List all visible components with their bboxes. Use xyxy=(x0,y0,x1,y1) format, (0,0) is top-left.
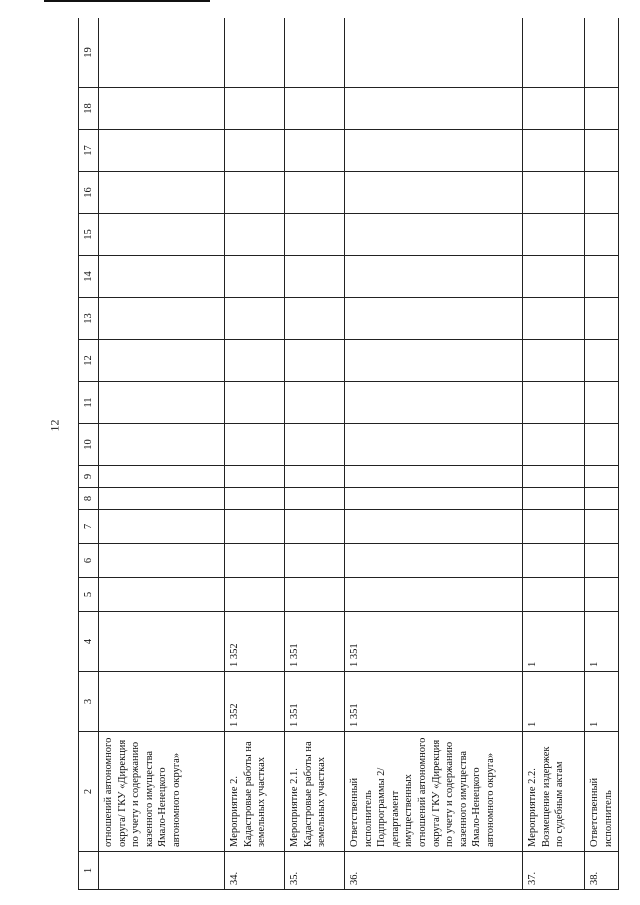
empty-cell xyxy=(99,488,225,510)
column-header-1: 1 xyxy=(79,852,99,890)
empty-cell xyxy=(585,88,619,130)
budget-table xyxy=(78,18,619,890)
empty-cell xyxy=(345,130,523,172)
empty-cell xyxy=(285,298,345,340)
empty-cell xyxy=(99,340,225,382)
column-header-17: 17 xyxy=(79,130,99,172)
empty-cell xyxy=(225,424,285,466)
empty-cell xyxy=(225,510,285,544)
header-row xyxy=(79,18,99,890)
value-col3-cell: 1 xyxy=(523,672,585,732)
empty-cell xyxy=(225,298,285,340)
top-rule xyxy=(44,0,210,2)
empty-cell xyxy=(99,130,225,172)
empty-cell xyxy=(345,298,523,340)
empty-cell xyxy=(345,214,523,256)
column-header-12: 12 xyxy=(79,340,99,382)
empty-cell xyxy=(345,510,523,544)
empty-cell xyxy=(585,544,619,578)
empty-cell xyxy=(345,488,523,510)
row-number-cell: 36. xyxy=(345,852,523,890)
empty-cell xyxy=(99,466,225,488)
empty-cell xyxy=(285,578,345,612)
empty-cell xyxy=(99,382,225,424)
empty-cell xyxy=(225,18,285,88)
table-row xyxy=(585,18,619,890)
empty-cell xyxy=(345,544,523,578)
empty-cell xyxy=(585,466,619,488)
row-number-cell: 34. xyxy=(225,852,285,890)
empty-cell xyxy=(345,578,523,612)
empty-cell xyxy=(285,214,345,256)
empty-cell xyxy=(523,382,585,424)
empty-cell xyxy=(225,466,285,488)
column-header-13: 13 xyxy=(79,298,99,340)
empty-cell xyxy=(285,382,345,424)
value-col3-cell: 1 xyxy=(585,672,619,732)
empty-cell xyxy=(585,214,619,256)
empty-cell xyxy=(585,256,619,298)
empty-cell xyxy=(523,130,585,172)
column-header-19: 19 xyxy=(79,18,99,88)
empty-cell xyxy=(523,214,585,256)
empty-cell xyxy=(523,488,585,510)
value-col3-cell: 1 352 xyxy=(225,672,285,732)
empty-cell xyxy=(285,466,345,488)
empty-cell xyxy=(523,466,585,488)
description-cell: Мероприятие 2.2. Возмещение издержек по судебным актам xyxy=(523,732,585,852)
empty-cell xyxy=(345,466,523,488)
row-number-cell: 38. xyxy=(585,852,619,890)
empty-cell xyxy=(225,214,285,256)
row-number-cell: 37. xyxy=(523,852,585,890)
value-col4-cell: 1 xyxy=(585,612,619,672)
empty-cell xyxy=(225,544,285,578)
empty-cell xyxy=(523,544,585,578)
empty-cell xyxy=(523,340,585,382)
description-cell: Мероприятие 2.1. Кадастровые работы на земельных участках xyxy=(285,732,345,852)
empty-cell xyxy=(585,18,619,88)
empty-cell xyxy=(345,340,523,382)
empty-cell xyxy=(523,510,585,544)
column-header-10: 10 xyxy=(79,424,99,466)
empty-cell xyxy=(585,172,619,214)
empty-cell xyxy=(285,544,345,578)
empty-cell xyxy=(345,424,523,466)
empty-cell xyxy=(225,256,285,298)
empty-cell xyxy=(345,88,523,130)
row-number-cell: 35. xyxy=(285,852,345,890)
empty-cell xyxy=(585,298,619,340)
empty-cell xyxy=(523,424,585,466)
empty-cell xyxy=(585,578,619,612)
rotated-page xyxy=(78,18,630,890)
empty-cell xyxy=(285,18,345,88)
page-number: 12 xyxy=(47,419,62,432)
column-header-7: 7 xyxy=(79,510,99,544)
empty-cell xyxy=(285,130,345,172)
empty-cell xyxy=(585,488,619,510)
empty-cell xyxy=(225,382,285,424)
empty-cell xyxy=(285,256,345,298)
empty-cell xyxy=(585,382,619,424)
empty-cell xyxy=(523,88,585,130)
empty-cell xyxy=(585,424,619,466)
column-header-5: 5 xyxy=(79,578,99,612)
empty-cell xyxy=(285,510,345,544)
empty-cell xyxy=(225,172,285,214)
column-header-3: 3 xyxy=(79,672,99,732)
row-number-cell xyxy=(99,852,225,890)
column-header-15: 15 xyxy=(79,214,99,256)
description-cell: отношений автономного округа/ ГКУ «Дирекция по учету и содержанию казенного имущества Ямало-Ненецкого автономного округа» xyxy=(99,732,225,852)
value-col4-cell: 1 351 xyxy=(345,612,523,672)
empty-cell xyxy=(99,18,225,88)
value-col4-cell xyxy=(99,612,225,672)
empty-cell xyxy=(585,130,619,172)
empty-cell xyxy=(523,256,585,298)
column-header-2: 2 xyxy=(79,732,99,852)
empty-cell xyxy=(99,424,225,466)
description-cell: Ответственный исполнитель Подпрограммы 2/ департамент имущественных отношений автономного округа/ ГКУ «Дирекция по учету и содержанию казенного имущества Ямало-Ненецкого автономного округа» xyxy=(345,732,523,852)
empty-cell xyxy=(345,172,523,214)
empty-cell xyxy=(225,88,285,130)
value-col3-cell: 1 351 xyxy=(285,672,345,732)
empty-cell xyxy=(99,214,225,256)
empty-cell xyxy=(585,510,619,544)
empty-cell xyxy=(99,88,225,130)
value-col4-cell: 1 xyxy=(523,612,585,672)
column-header-4: 4 xyxy=(79,612,99,672)
empty-cell xyxy=(225,340,285,382)
empty-cell xyxy=(285,172,345,214)
empty-cell xyxy=(345,256,523,298)
empty-cell xyxy=(99,544,225,578)
description-cell: Мероприятие 2. Кадастровые работы на земельных участках xyxy=(225,732,285,852)
column-header-18: 18 xyxy=(79,88,99,130)
empty-cell xyxy=(99,172,225,214)
empty-cell xyxy=(225,488,285,510)
empty-cell xyxy=(523,18,585,88)
empty-cell xyxy=(523,298,585,340)
empty-cell xyxy=(285,424,345,466)
table-row xyxy=(225,18,285,890)
description-cell: Ответственный исполнитель xyxy=(585,732,619,852)
column-header-8: 8 xyxy=(79,488,99,510)
empty-cell xyxy=(99,298,225,340)
table-row xyxy=(99,18,225,890)
empty-cell xyxy=(345,18,523,88)
empty-cell xyxy=(225,578,285,612)
empty-cell xyxy=(99,256,225,298)
column-header-9: 9 xyxy=(79,466,99,488)
value-col4-cell: 1 351 xyxy=(285,612,345,672)
table-row xyxy=(285,18,345,890)
empty-cell xyxy=(99,510,225,544)
value-col3-cell xyxy=(99,672,225,732)
column-header-16: 16 xyxy=(79,172,99,214)
table-stage xyxy=(78,18,630,890)
table-row xyxy=(523,18,585,890)
empty-cell xyxy=(225,130,285,172)
empty-cell xyxy=(285,488,345,510)
empty-cell xyxy=(585,340,619,382)
column-header-14: 14 xyxy=(79,256,99,298)
column-header-11: 11 xyxy=(79,382,99,424)
empty-cell xyxy=(285,340,345,382)
empty-cell xyxy=(523,578,585,612)
empty-cell xyxy=(345,382,523,424)
value-col4-cell: 1 352 xyxy=(225,612,285,672)
empty-cell xyxy=(523,172,585,214)
value-col3-cell: 1 351 xyxy=(345,672,523,732)
column-header-6: 6 xyxy=(79,544,99,578)
empty-cell xyxy=(99,578,225,612)
table-body xyxy=(99,18,619,890)
table-row xyxy=(345,18,523,890)
empty-cell xyxy=(285,88,345,130)
